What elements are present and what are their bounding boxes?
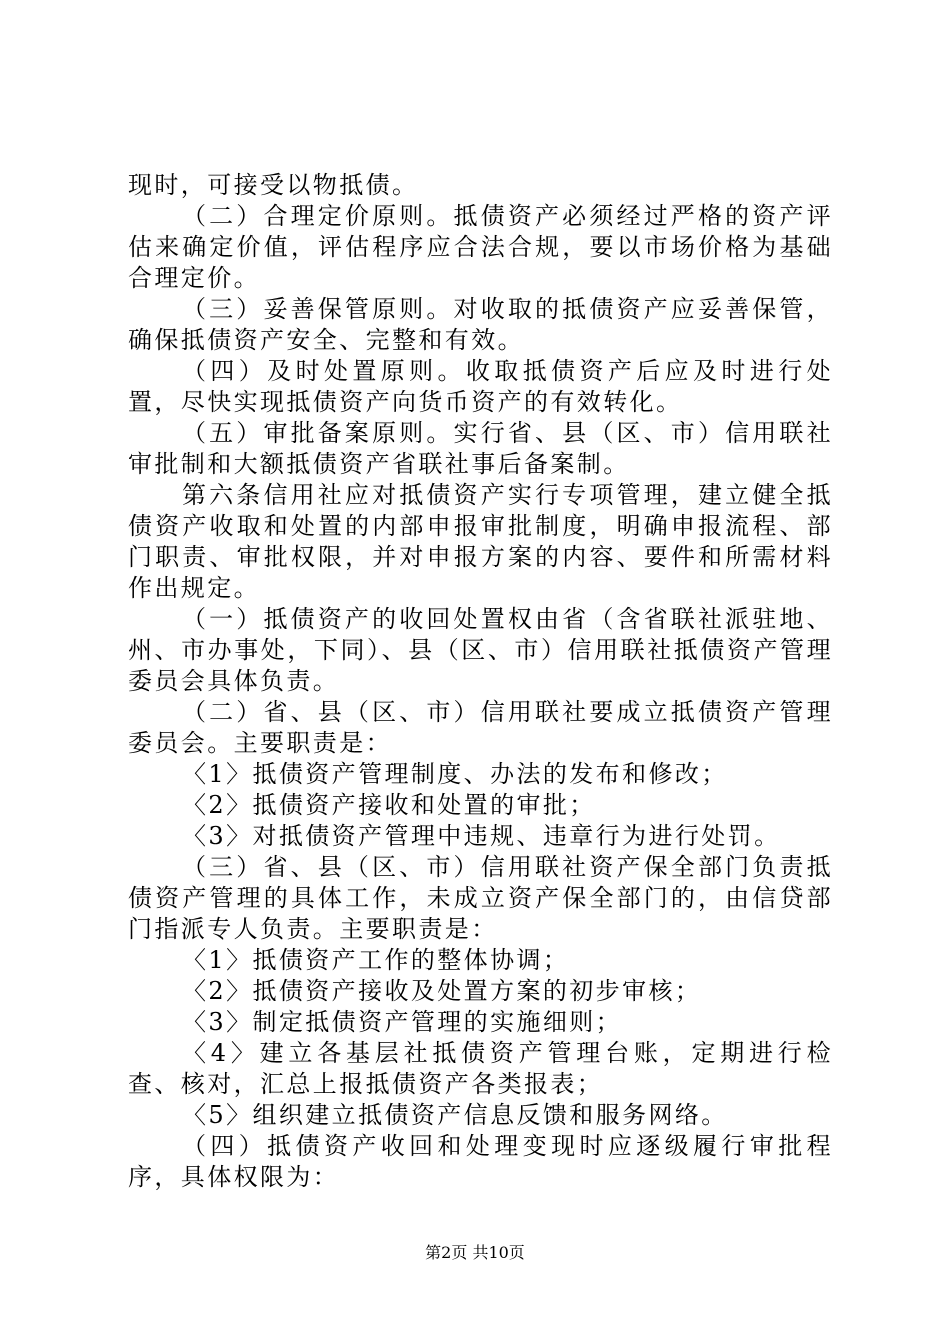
paragraph: （五）审批备案原则。实行省、县（区、市）信用联社审批制和大额抵债资产省联社事后备案制。 xyxy=(128,419,833,478)
paragraph: （四）抵债资产收回和处理变现时应逐级履行审批程序，具体权限为： xyxy=(128,1132,833,1191)
list-item: 〈4〉建立各基层社抵债资产管理台账，定期进行检查、核对，汇总上报抵债资产各类报表； xyxy=(128,1039,833,1098)
paragraph: （三）省、县（区、市）信用联社资产保全部门负责抵债资产管理的具体工作，未成立资产保全部门的，由信贷部门指派专人负责。主要职责是： xyxy=(128,853,833,943)
document-body xyxy=(128,170,833,1193)
paragraph: （二）省、县（区、市）信用联社要成立抵债资产管理委员会。主要职责是： xyxy=(128,698,833,757)
list-item: 〈3〉制定抵债资产管理的实施细则； xyxy=(182,1008,623,1036)
paragraph: （二）合理定价原则。抵债资产必须经过严格的资产评估来确定价值，评估程序应合法合规，要以市场价格为基础合理定价。 xyxy=(128,202,833,292)
paragraph: （四）及时处置原则。收取抵债资产后应及时进行处置，尽快实现抵债资产向货币资产的有效转化。 xyxy=(128,357,833,416)
paragraph: 现时，可接受以物抵债。 xyxy=(128,171,419,199)
list-item: 〈3〉对抵债资产管理中违规、违章行为进行处罚。 xyxy=(182,822,781,850)
page-footer xyxy=(0,1243,950,1263)
paragraph: （一）抵债资产的收回处置权由省（含省联社派驻地、州、市办事处，下同）、县（区、市）信用联社抵债资产管理委员会具体负责。 xyxy=(128,605,833,695)
list-item: 〈1〉抵债资产工作的整体协调； xyxy=(182,946,570,974)
paragraph: 第六条信用社应对抵债资产实行专项管理，建立健全抵债资产收取和处置的内部申报审批制度，明确申报流程、部门职责、审批权限，并对申报方案的内容、要件和所需材料作出规定。 xyxy=(128,481,833,602)
paragraph: （三）妥善保管原则。对收取的抵债资产应妥善保管，确保抵债资产安全、完整和有效。 xyxy=(128,295,833,354)
list-item: 〈5〉组织建立抵债资产信息反馈和服务网络。 xyxy=(182,1101,728,1129)
list-item: 〈2〉抵债资产接收和处置的审批； xyxy=(182,791,596,819)
list-item: 〈1〉抵债资产管理制度、办法的发布和修改； xyxy=(182,760,728,788)
list-item: 〈2〉抵债资产接收及处置方案的初步审核； xyxy=(182,977,702,1005)
page-number-label: 第2页 共10页 xyxy=(425,1243,525,1262)
